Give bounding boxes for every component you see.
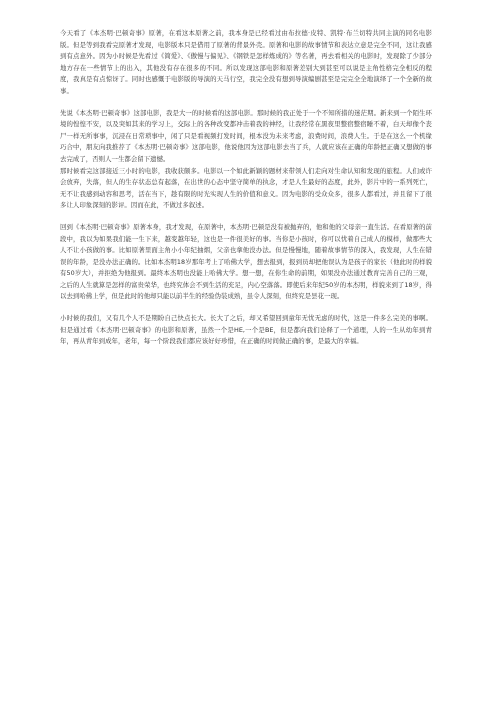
- paragraph-gap: [60, 98, 432, 108]
- paragraph-gap: [60, 303, 432, 313]
- paragraph-4: 回到《本杰明·巴顿奇事》原著本身，我才发现，在原著中，本杰明·巴顿是没有被抛弃的，他和他的父母亲一直生活。在看原著的前段中，我以为如果我们能一生下来，越变越年轻，这也是一件很美好的事。当你是小孩时，你可以忧着自己成人的模样，做那些大人不让小孩做的事。比如原著里面主角小小年纪抽烟，父亲也拿他没办法。但是慢慢地，随着故事情节的深入，我发现，人生在错误的年龄，是没办法正确的。比如本杰明18岁那年考上了哈佛大学，想去报到，报到员却把他误认为是孩子的家长（他此时的样貌有50岁大），并拒绝为他报到。最终本杰明也没能上哈佛大学。想一想，在你生命的前期，如果没办法通过教育完善自己的三观，之后的人生就算是怎样的富贵荣华，也终究体会不到生活的充足，内心空落落。即使后来年纪50岁的本杰明，样貌来到了18岁，得以去到哈佛上学，但是此时的他却只能以前半生的经验伪装成熟，虽令人深刻，但终究是昙花一现。: [60, 222, 432, 301]
- paragraph-gap: [60, 212, 432, 222]
- paragraph-1: 今天看了《本杰明·巴顿奇事》原著，在看这本原著之前，我本身是已经看过由布拉德·皮特、凯特·布兰切特共同主演的同名电影版。但是等到我看完原著才发现，电影版本只是借用了原著的背景外壳。原著和电影的故事情节和表达立意是完全不同，这让我感到有点意外。因为小时候是先看过《简爱》、《傲慢与偏见》、《钢铁是怎样炼成的》等名著，再去看相关的电影时，发现除了少部分地方存在一些情节上的出入，其他没有存在很多的不同。所以发现这部电影和原著差别大到甚至可以说是主角性格完全相反的程度，我真是有点惊讶了。同时也感慨于电影版的导演的天马行空，我完全没有想到导演编剧甚至是完完全全地演绎了一个全新的故事。: [60, 29, 432, 95]
- document-body: [60, 28, 432, 348]
- paragraph-5: 小时候的我们，又有几个人不是期盼自己快点长大。长大了之后，却又希望回到童年无忧无虑的时代，这是一件多么完美的事啊。但是通过看《本杰明·巴顿奇事》的电影和原著，虽然一个是HE,一个是BE，但是都向我们诠释了一个道理，人的一生从幼年到青年，再从青年到成年，老年，每一个阶段我们都应该好好珍惜，在正确的时间做正确的事，是最大的幸福。: [60, 314, 432, 346]
- paragraph-3: 那时候看完这部接近三小时的电影，我收获颇多。电影以一个如此新颖的题材来带领人们走向对生命认知和发现的旅程。人们或许会放弃，失落，但人的生存状态总有起落，在出世的心态中坚守简单的执念，才是人生最好的态度，此外，影片中的一系列死亡，无不让我感到动容和思考，活在当下，趁有限的时光实现人生的价值和意义。因为电影的受众众多，很多人都看过，并且留下了很多让人印象深刻的影评。因而在此，不做过多叙述。: [60, 166, 432, 210]
- paragraph-2: 先说《本杰明·巴顿奇事》这部电影，我是大一的时候看的这部电影。那时候的我正处于一个不知所措的迷茫期。新来到一个陌生环境的惶惶不安，以及突如其来的学习上，交际上的各种改变都冲击着我的神经，让我经常在黑夜里整宿整宿睡不着，白天却像个丧尸一样无所事事，沉浸在日常琐事中，闲了只是看视频打发时间，根本没为未来考虑，浪费时间，浪费人生。于是在这么一个机缘巧合中，朋友向我推荐了《本杰明·巴顿奇事》这部电影，他说他因为这部电影去当了兵，人就应该在正确的年龄把正确又想做的事去完成了，否则人一生都会留下遗憾。: [60, 108, 432, 163]
